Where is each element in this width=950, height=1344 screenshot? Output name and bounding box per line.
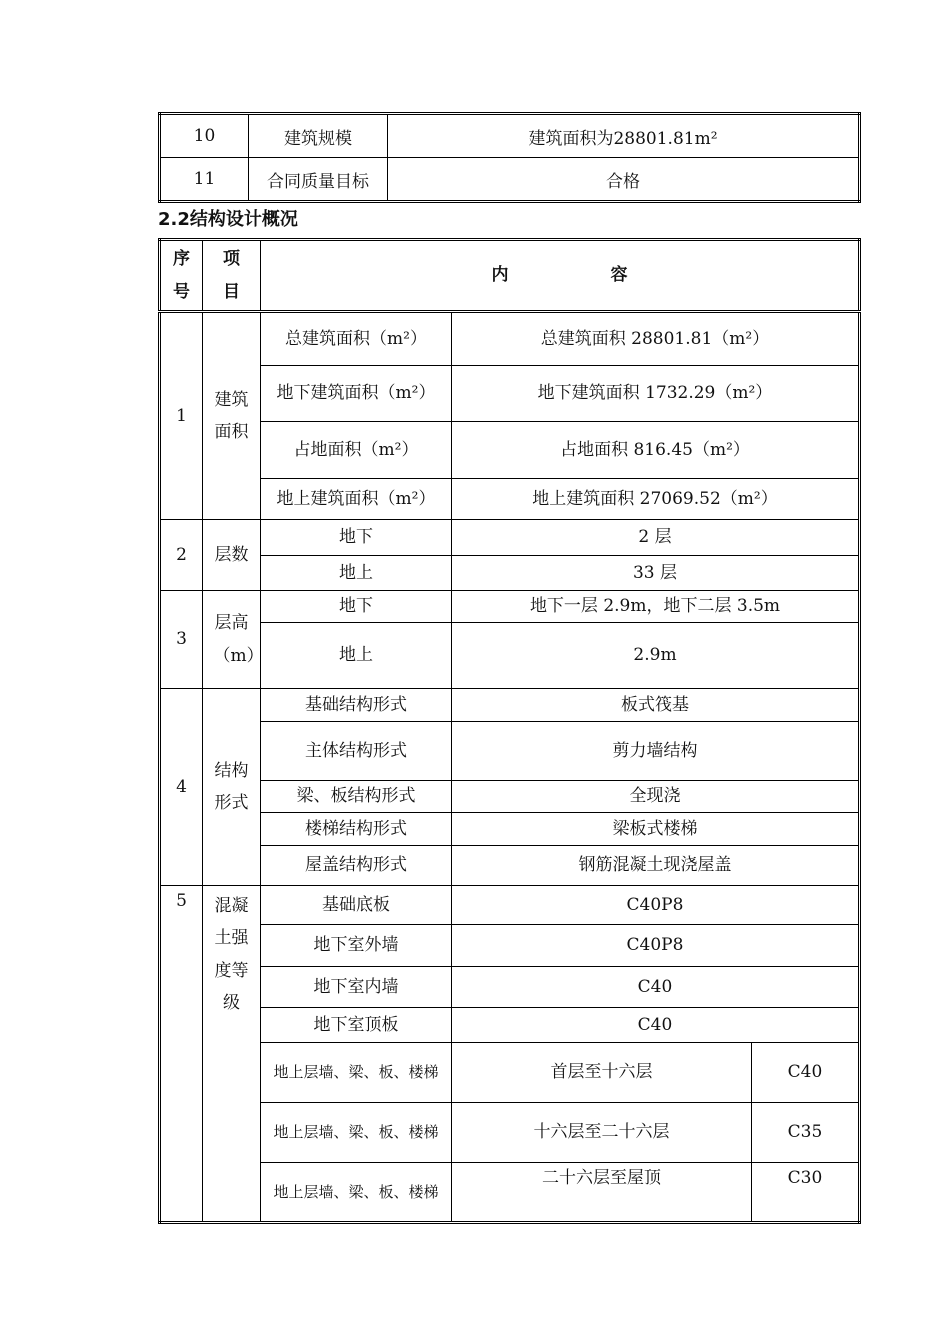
- group-number: 3: [160, 591, 203, 689]
- table-row: [160, 722, 860, 781]
- row-number: 10: [160, 114, 249, 158]
- row-label: 地下室顶板: [261, 1008, 452, 1043]
- row-value: 33 层: [452, 556, 860, 591]
- row-content: 建筑面积为28801.81m²: [388, 114, 860, 158]
- group-name: 层数: [203, 520, 261, 591]
- row-label: 地上层墙、梁、板、楼梯: [261, 1103, 452, 1163]
- row-value: 地上建筑面积 27069.52（m²）: [452, 479, 860, 520]
- row-label: 地上层墙、梁、板、楼梯: [261, 1163, 452, 1223]
- table-row: [160, 479, 860, 520]
- table-row: [160, 781, 860, 813]
- row-grade: C30: [752, 1163, 860, 1223]
- header-content: 内 容: [261, 240, 860, 312]
- group-number: 1: [160, 312, 203, 520]
- row-label: 地下建筑面积（m²）: [261, 366, 452, 422]
- section-heading: 2.2结构设计概况: [158, 209, 298, 230]
- header-item: 项目: [203, 240, 261, 312]
- table-row: [160, 967, 860, 1008]
- row-label: 地下室内墙: [261, 967, 452, 1008]
- table-row: [160, 520, 860, 556]
- table-header-row: [160, 240, 860, 312]
- row-value: C40P8: [452, 925, 860, 967]
- row-value: 2.9m: [452, 623, 860, 689]
- table-row: [160, 1008, 860, 1043]
- row-value: 2 层: [452, 520, 860, 556]
- row-value: 全现浇: [452, 781, 860, 813]
- group-number: 4: [160, 689, 203, 886]
- row-label: 地上建筑面积（m²）: [261, 479, 452, 520]
- row-label: 屋盖结构形式: [261, 846, 452, 886]
- row-label: 地下: [261, 520, 452, 556]
- group-number: 2: [160, 520, 203, 591]
- table-row: [160, 689, 860, 722]
- row-label: 地上: [261, 623, 452, 689]
- row-item: 合同质量目标: [249, 158, 388, 202]
- row-value: 剪力墙结构: [452, 722, 860, 781]
- table-row: [160, 1043, 860, 1103]
- group-name: 层高（m）: [203, 591, 261, 689]
- row-value: C40: [452, 1008, 860, 1043]
- row-value: 占地面积 816.45（m²）: [452, 422, 860, 479]
- row-grade: C35: [752, 1103, 860, 1163]
- row-range: 十六层至二十六层: [452, 1103, 752, 1163]
- header-seq: 序号: [160, 240, 203, 312]
- table-row: [160, 114, 860, 158]
- table-row: [160, 925, 860, 967]
- row-value: C40P8: [452, 886, 860, 925]
- table-row: [160, 422, 860, 479]
- group-number: 5: [160, 886, 203, 1223]
- row-range: 二十六层至屋顶: [452, 1163, 752, 1223]
- row-label: 主体结构形式: [261, 722, 452, 781]
- row-grade: C40: [752, 1043, 860, 1103]
- row-label: 楼梯结构形式: [261, 813, 452, 846]
- row-label: 基础结构形式: [261, 689, 452, 722]
- table-row: [160, 846, 860, 886]
- table-row: [160, 886, 860, 925]
- group-name: 建筑面积: [203, 312, 261, 520]
- table-row: [160, 366, 860, 422]
- group-name: 混凝土强度等级: [203, 886, 261, 1223]
- table-row: [160, 591, 860, 623]
- structure-design-table: [158, 238, 861, 1224]
- group-name: 结构形式: [203, 689, 261, 886]
- row-label: 地下室外墙: [261, 925, 452, 967]
- table-row: [160, 158, 860, 202]
- row-value: 板式筏基: [452, 689, 860, 722]
- table-row: [160, 623, 860, 689]
- row-value: 梁板式楼梯: [452, 813, 860, 846]
- row-value: 地下一层 2.9m，地下二层 3.5m: [452, 591, 860, 623]
- table-row: [160, 556, 860, 591]
- row-range: 首层至十六层: [452, 1043, 752, 1103]
- row-item: 建筑规模: [249, 114, 388, 158]
- row-content: 合格: [388, 158, 860, 202]
- row-label: 地下: [261, 591, 452, 623]
- row-value: 地下建筑面积 1732.29（m²）: [452, 366, 860, 422]
- row-number: 11: [160, 158, 249, 202]
- table-row: [160, 1163, 860, 1223]
- project-overview-table-continued: [158, 112, 861, 203]
- table-row: [160, 312, 860, 366]
- row-label: 占地面积（m²）: [261, 422, 452, 479]
- row-value: 总建筑面积 28801.81（m²）: [452, 312, 860, 366]
- row-label: 梁、板结构形式: [261, 781, 452, 813]
- row-label: 基础底板: [261, 886, 452, 925]
- row-value: C40: [452, 967, 860, 1008]
- table-row: [160, 1103, 860, 1163]
- row-value: 钢筋混凝土现浇屋盖: [452, 846, 860, 886]
- row-label: 地上层墙、梁、板、楼梯: [261, 1043, 452, 1103]
- row-label: 地上: [261, 556, 452, 591]
- table-row: [160, 813, 860, 846]
- row-label: 总建筑面积（m²）: [261, 312, 452, 366]
